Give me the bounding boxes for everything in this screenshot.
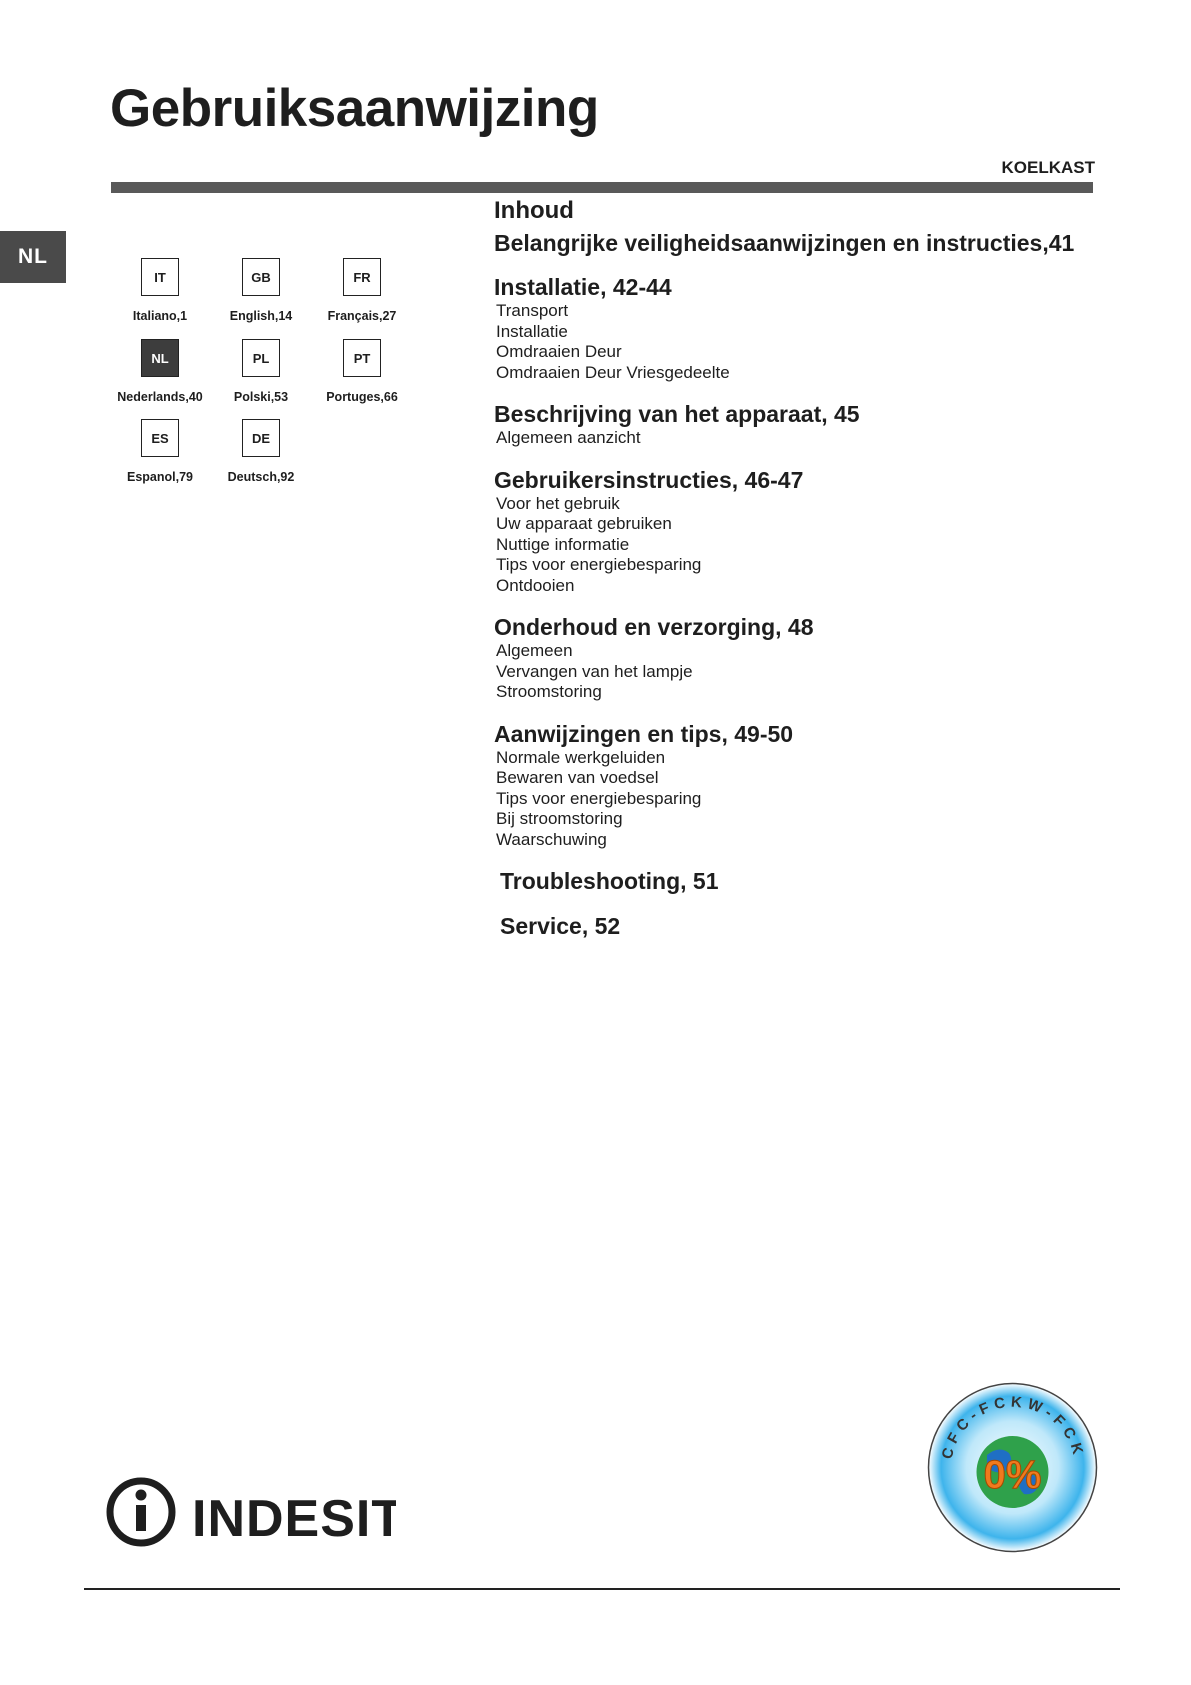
language-label: English,14 [229,309,293,323]
toc-item[interactable]: Uw apparaat gebruiken [496,514,672,533]
toc-item[interactable]: Normale werkgeluiden [496,747,666,767]
brand-wordmark: INDESIT [192,1490,396,1548]
toc-item[interactable]: Tips voor energiebesparing [496,788,702,808]
language-de[interactable] [201,419,321,484]
toc-section-title[interactable]: Belangrijke veiligheidsaanwijzingen en instructies,41 [494,230,1075,256]
badge-ring-text: CFC-FCKW-FCK [938,1393,1088,1461]
language-pt[interactable] [302,339,422,404]
language-code-box[interactable]: DE [242,419,280,457]
language-label: Espanol,79 [127,470,193,484]
language-label: Italiano,1 [132,309,188,323]
document-title: Gebruiksaanwijzing [110,79,599,138]
toc-item[interactable]: Installatie [496,321,568,341]
toc-item[interactable]: Ontdooien [496,575,575,595]
toc-section-title[interactable]: Aanwijzingen en tips, 49-50 [494,720,794,747]
toc-section-title[interactable]: Beschrijving van het apparaat, 45 [494,401,860,427]
indesit-logo [106,1474,396,1559]
product-type-label: KOELKAST [1001,158,1095,177]
language-code-box[interactable]: PT [343,339,381,377]
language-code-box[interactable]: ES [141,419,179,457]
toc-sections [494,229,1144,940]
toc-section [494,229,1144,257]
language-code-box[interactable]: GB [242,258,280,296]
language-label: Nederlands,40 [117,390,203,404]
language-label: Polski,53 [233,390,289,404]
toc-section [494,912,1144,940]
toc-item-list [494,494,1144,597]
table-of-contents [494,197,1144,957]
toc-item-list [494,641,1144,703]
language-code-box[interactable]: IT [141,258,179,296]
toc-section-title[interactable]: Service, 52 [500,913,621,939]
toc-section [494,273,1144,383]
language-code-box[interactable]: FR [343,258,381,296]
language-fr[interactable] [302,258,422,323]
toc-section-title[interactable]: Troubleshooting, 51 [500,868,719,894]
toc-item[interactable]: Stroomstoring [496,682,602,701]
toc-item[interactable]: Omdraaien Deur [496,342,622,361]
toc-section [494,466,1144,597]
language-label: Portuges,66 [326,390,398,404]
language-code-box[interactable]: PL [242,339,280,377]
language-code-box[interactable]: NL [141,339,179,377]
toc-item[interactable]: Vervangen van het lampje [496,661,693,681]
language-label: Deutsch,92 [227,470,295,484]
toc-item[interactable]: Bewaren van voedsel [496,768,659,787]
header-divider-bar [111,182,1093,193]
toc-item[interactable]: Transport [496,301,569,320]
toc-item-list [494,301,1144,383]
toc-section [494,400,1144,449]
toc-item[interactable]: Tips voor energiebesparing [496,555,702,574]
toc-item[interactable]: Bij stroomstoring [496,809,623,828]
language-label: Français,27 [327,309,397,323]
language-tab: NL [0,231,66,283]
toc-item[interactable]: Voor het gebruik [496,493,620,513]
toc-section-title[interactable]: Onderhoud en verzorging, 48 [494,614,814,640]
toc-section-title[interactable]: Installatie, 42-44 [494,274,672,300]
toc-item[interactable]: Waarschuwing [496,829,607,849]
toc-section [494,720,1144,851]
toc-item[interactable]: Omdraaien Deur Vriesgedeelte [496,362,730,382]
cfc-free-badge [925,1380,1100,1560]
toc-heading: Inhoud [494,197,574,224]
badge-center-text: 0% [983,1453,1042,1497]
toc-item-list [494,428,1144,449]
toc-item[interactable]: Algemeen [496,641,573,660]
toc-item-list [494,748,1144,851]
toc-item[interactable]: Nuttige informatie [496,534,630,554]
toc-item[interactable]: Algemeen aanzicht [496,428,641,447]
toc-section [494,613,1144,703]
footer-divider [84,1588,1120,1590]
toc-section-title[interactable]: Gebruikersinstructies, 46-47 [494,466,804,493]
toc-section [494,867,1144,895]
